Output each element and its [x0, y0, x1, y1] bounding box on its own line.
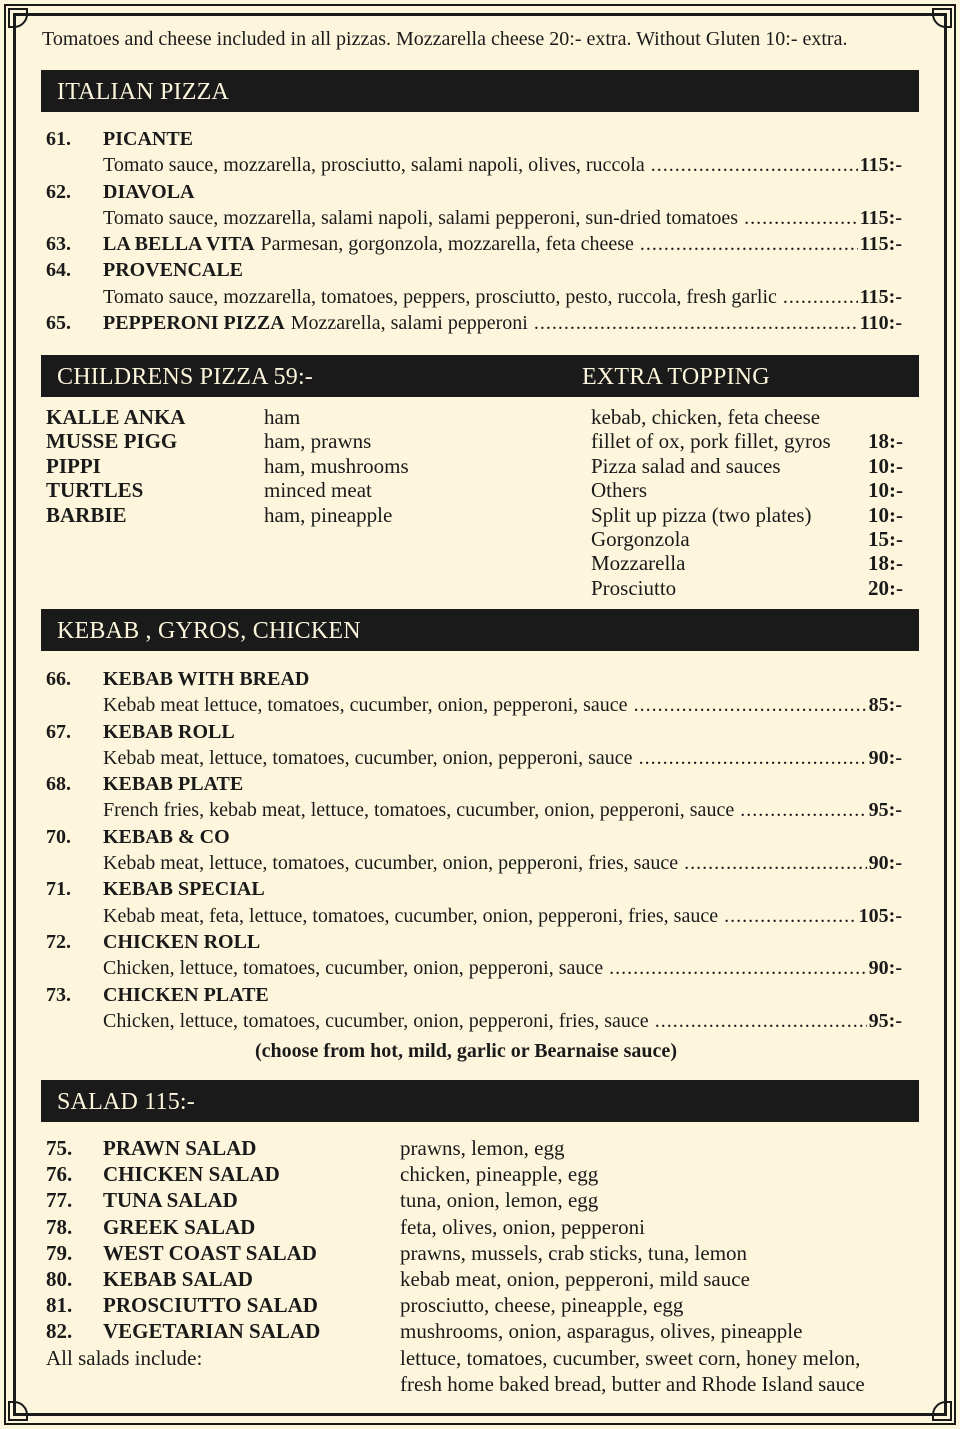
item-name: Gorgonzola — [591, 526, 690, 551]
list-item — [591, 503, 903, 527]
item-number: 76. — [46, 1162, 73, 1187]
includes-description: fresh home baked bread, butter and Rhode Island sauce — [400, 1371, 865, 1396]
menu-item-desc-row — [46, 745, 902, 771]
extra-topping-list — [591, 405, 903, 600]
menu-item-name-row — [46, 126, 902, 152]
item-name: CHICKEN SALAD — [103, 1162, 280, 1187]
item-description: Chicken, lettuce, tomatoes, cucumber, onion, pepperoni, fries, sauce — [103, 1009, 649, 1032]
kebab-list — [46, 666, 902, 1034]
item-name: VEGETARIAN SALAD — [103, 1319, 321, 1344]
list-item — [591, 551, 903, 575]
childrens-pizza-list — [46, 405, 546, 527]
item-number: 66. — [46, 668, 71, 690]
list-item — [591, 454, 903, 478]
menu-item-desc-row — [46, 955, 902, 981]
item-price: 20:- — [868, 575, 903, 600]
item-price: 90:- — [868, 957, 902, 980]
item-description: ham — [264, 405, 301, 429]
intro-note: Tomatoes and cheese included in all pizzas. Mozzarella cheese 20:- extra. Without Gluten 10:- extra. — [42, 28, 848, 50]
list-item — [46, 1135, 906, 1161]
item-number: 80. — [46, 1266, 73, 1291]
menu-item-name-row — [46, 719, 902, 745]
item-number: 75. — [46, 1136, 73, 1160]
menu-item-desc-row — [46, 850, 902, 876]
menu-item-name-row — [46, 824, 902, 850]
item-description: minced meat — [264, 478, 372, 503]
item-name: MUSSE PIGG — [46, 429, 178, 454]
item-description: Tomato sauce, mozzarella, tomatoes, peppers, prosciutto, pesto, ruccola, fresh garlic — [103, 285, 777, 308]
item-description: Kebab meat, lettuce, tomatoes, cucumber, onion, pepperoni, fries, sauce — [103, 852, 679, 875]
list-item — [46, 1187, 906, 1213]
menu-item-desc-row — [46, 284, 902, 310]
item-price: 10:- — [868, 502, 903, 527]
item-description: Parmesan, gorgonzola, mozzarella, feta cheese — [260, 233, 634, 256]
item-number: 79. — [46, 1240, 73, 1265]
section-title: SALAD 115:- — [57, 1089, 195, 1115]
menu-item-name-row — [46, 771, 902, 797]
item-number: 70. — [46, 825, 71, 848]
item-name: WEST COAST SALAD — [103, 1240, 317, 1265]
list-item — [46, 1266, 906, 1292]
item-description: ham, mushrooms — [264, 453, 409, 478]
list-item — [46, 1292, 906, 1318]
item-name: Mozzarella — [591, 551, 686, 576]
list-item — [46, 429, 546, 453]
menu-item-row — [46, 231, 902, 257]
dot-leader — [740, 797, 866, 823]
item-description: Mozzarella, salami pepperoni — [290, 312, 528, 335]
item-name: PROVENCALE — [103, 259, 244, 282]
item-description: ham, prawns — [264, 429, 372, 454]
item-name: PIPPI — [46, 453, 101, 478]
salad-includes-row — [46, 1345, 906, 1371]
item-description: Kebab meat lettuce, tomatoes, cucumber, onion, pepperoni, sauce — [103, 694, 628, 717]
dot-leader — [724, 903, 857, 929]
item-name: TUNA SALAD — [103, 1188, 238, 1213]
item-name: PRAWN SALAD — [103, 1136, 257, 1160]
item-number: 78. — [46, 1214, 73, 1239]
menu-item-name-row — [46, 179, 902, 205]
item-name: LA BELLA VITA — [103, 233, 255, 256]
salad-includes-row — [46, 1371, 906, 1397]
item-description: Kebab meat, feta, lettuce, tomatoes, cucumber, onion, pepperoni, fries, sauce — [103, 904, 719, 927]
list-item — [591, 576, 903, 600]
list-item — [591, 429, 903, 453]
item-name: GREEK SALAD — [103, 1214, 256, 1239]
includes-label: All salads include: — [46, 1345, 203, 1370]
item-price: 85:- — [868, 694, 902, 717]
section-title: KEBAB , GYROS, CHICKEN — [57, 618, 361, 644]
item-number: 72. — [46, 930, 71, 953]
item-description: Tomato sauce, mozzarella, prosciutto, salami napoli, olives, ruccola — [103, 154, 645, 177]
menu-item-desc-row — [46, 1008, 902, 1034]
list-item — [46, 503, 546, 527]
item-name: fillet of ox, pork fillet, gyros — [591, 429, 831, 454]
item-description: French fries, kebab meat, lettuce, tomatoes, cucumber, onion, pepperoni, sauce — [103, 799, 735, 822]
item-name: Prosciutto — [591, 575, 677, 600]
item-number: 68. — [46, 773, 71, 796]
item-price: 115:- — [859, 154, 902, 177]
childrens-extra-heading — [41, 355, 919, 397]
dot-leader — [783, 284, 858, 310]
italian-pizza-heading — [41, 70, 919, 112]
list-item — [46, 1240, 906, 1266]
item-name: CHICKEN ROLL — [103, 930, 261, 953]
dot-leader — [634, 692, 867, 718]
item-name: KEBAB PLATE — [103, 773, 244, 796]
menu-item-name-row — [46, 929, 902, 955]
salad-heading — [41, 1080, 919, 1122]
item-number: 81. — [46, 1293, 73, 1318]
item-price: 18:- — [868, 551, 903, 576]
item-number: 67. — [46, 720, 71, 743]
item-description: tuna, onion, lemon, egg — [400, 1188, 599, 1213]
list-item — [46, 478, 546, 502]
list-item — [46, 1214, 906, 1240]
item-description: Kebab meat, lettuce, tomatoes, cucumber, onion, pepperoni, sauce — [103, 746, 633, 769]
item-description: mushrooms, onion, asparagus, olives, pineapple — [400, 1319, 803, 1344]
item-name: KEBAB SPECIAL — [103, 878, 265, 901]
list-item — [46, 405, 546, 429]
item-price: 110:- — [859, 312, 902, 335]
item-name: CHICKEN PLATE — [103, 983, 269, 1006]
dot-leader — [609, 955, 867, 981]
menu-item-desc-row — [46, 797, 902, 823]
menu-item-name-row — [46, 982, 902, 1008]
item-name: kebab, chicken, feta cheese — [591, 405, 821, 429]
dot-leader — [534, 310, 858, 336]
section-title: CHILDRENS PIZZA 59:- — [57, 364, 313, 390]
item-name: Others — [591, 478, 647, 503]
item-description: prawns, mussels, crab sticks, tuna, lemon — [400, 1240, 748, 1265]
item-price: 10:- — [868, 453, 903, 478]
item-number: 62. — [46, 180, 71, 203]
item-name: PEPPERONI PIZZA — [103, 312, 285, 335]
item-name: DIAVOLA — [103, 180, 195, 203]
item-name: KEBAB ROLL — [103, 720, 235, 743]
menu-item-name-row — [46, 257, 902, 283]
section-title: ITALIAN PIZZA — [57, 79, 229, 105]
dot-leader — [639, 745, 867, 771]
list-item — [591, 478, 903, 502]
item-name: KEBAB & CO — [103, 825, 230, 848]
menu-item-desc-row — [46, 205, 902, 231]
item-number: 77. — [46, 1188, 73, 1213]
item-description: prosciutto, cheese, pineapple, egg — [400, 1293, 684, 1318]
item-price: 115:- — [859, 206, 902, 229]
section-title: EXTRA TOPPING — [582, 364, 770, 390]
item-price: 115:- — [859, 285, 902, 308]
salad-list — [46, 1135, 906, 1397]
item-name: PICANTE — [103, 128, 194, 150]
menu-item-name-row — [46, 876, 902, 902]
item-name: KEBAB WITH BREAD — [103, 668, 310, 690]
item-price: 10:- — [868, 478, 903, 503]
item-description: prawns, lemon, egg — [400, 1136, 565, 1160]
item-description: feta, olives, onion, pepperoni — [400, 1214, 645, 1239]
item-number: 71. — [46, 878, 71, 901]
list-item — [591, 405, 903, 429]
dot-leader — [651, 152, 858, 178]
item-name: BARBIE — [46, 502, 127, 527]
item-price: 15:- — [868, 526, 903, 551]
menu-item-desc-row — [46, 152, 902, 178]
dot-leader — [655, 1008, 867, 1034]
item-name: KEBAB SALAD — [103, 1266, 253, 1291]
sauce-note: (choose from hot, mild, garlic or Bearnaise sauce) — [255, 1040, 677, 1062]
item-description: kebab meat, onion, pepperoni, mild sauce — [400, 1266, 750, 1291]
item-name: TURTLES — [46, 478, 144, 503]
includes-description: lettuce, tomatoes, cucumber, sweet corn, honey melon, — [400, 1345, 861, 1370]
list-item — [46, 454, 546, 478]
item-price: 18:- — [868, 429, 903, 454]
item-description: Chicken, lettuce, tomatoes, cucumber, onion, pepperoni, sauce — [103, 957, 604, 980]
list-item — [591, 527, 903, 551]
dot-leader — [744, 205, 858, 231]
item-price: 105:- — [858, 904, 902, 927]
item-name: PROSCIUTTO SALAD — [103, 1293, 318, 1318]
item-price: 95:- — [868, 799, 902, 822]
item-number: 73. — [46, 983, 71, 1006]
item-description: Tomato sauce, mozzarella, salami napoli, salami pepperoni, sun-dried tomatoes — [103, 206, 739, 229]
item-number: 82. — [46, 1319, 73, 1344]
item-price: 90:- — [868, 746, 902, 769]
item-description: ham, pineapple — [264, 502, 393, 527]
item-name: Pizza salad and sauces — [591, 453, 781, 478]
item-number: 61. — [46, 128, 71, 150]
item-price: 90:- — [868, 852, 902, 875]
menu-item-row — [46, 310, 902, 336]
item-price: 115:- — [859, 233, 902, 256]
item-name: KALLE ANKA — [46, 405, 186, 429]
item-number: 63. — [46, 233, 71, 256]
italian-pizza-list — [46, 126, 902, 336]
item-name: Split up pizza (two plates) — [591, 502, 812, 527]
list-item — [46, 1161, 906, 1187]
menu-item-desc-row — [46, 692, 902, 718]
dot-leader — [640, 231, 858, 257]
menu-item-desc-row — [46, 903, 902, 929]
item-description: chicken, pineapple, egg — [400, 1162, 599, 1187]
item-number: 64. — [46, 259, 71, 282]
dot-leader — [684, 850, 867, 876]
item-number: 65. — [46, 312, 71, 335]
item-price: 95:- — [868, 1009, 902, 1032]
kebab-heading — [41, 609, 919, 651]
menu-item-name-row — [46, 666, 902, 692]
list-item — [46, 1318, 906, 1344]
